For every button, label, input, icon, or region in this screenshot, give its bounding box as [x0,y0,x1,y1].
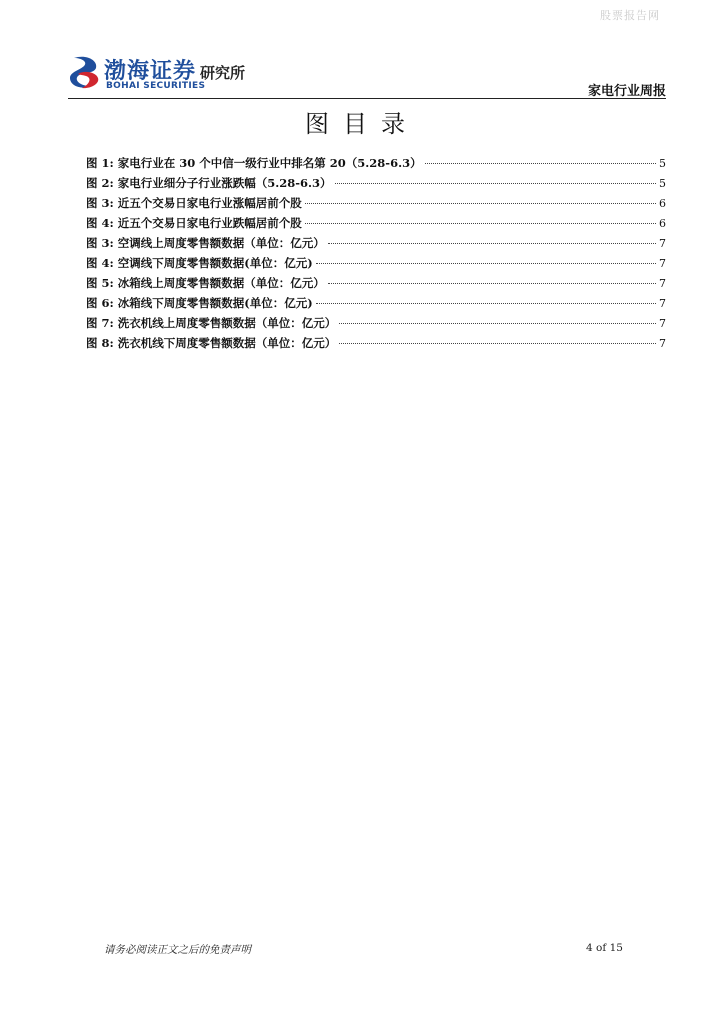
logo-chinese-name: 渤海证券 [104,58,197,84]
toc-entry-label: 图 6: [86,296,114,310]
toc-entry[interactable] [86,335,666,355]
toc-entry-page: 7 [659,337,666,350]
bohai-logo-icon [68,54,102,90]
toc-entry[interactable] [86,155,666,175]
toc-dot-leader [328,283,656,284]
toc-entry[interactable] [86,235,666,255]
toc-entry-label: 图 8: [86,336,114,350]
toc-entry-label: 图 4: [86,256,114,270]
toc-dot-leader [335,183,656,184]
toc-entry-label: 图 2: [86,176,114,190]
toc-entry-page: 7 [659,277,666,290]
toc-dot-leader [305,203,656,204]
toc-entry-title: 近五个交易日家电行业涨幅居前个股 [117,196,302,210]
toc-entry-title: 家电行业在 30 个中信一级行业中排名第 20（5.28-6.3） [117,156,422,170]
toc-entry-title: 冰箱线下周度零售额数据(单位：亿元) [117,296,313,310]
toc-dot-leader [316,303,656,304]
toc-dot-leader [328,243,656,244]
toc-entry[interactable] [86,215,666,235]
logo-english-name: BOHAI SECURITIES [106,81,206,91]
toc-dot-leader [339,343,656,344]
toc-entry-label: 图 4: [86,216,114,230]
toc-entry-title: 冰箱线上周度零售额数据（单位：亿元） [117,276,325,290]
institute-name: 研究所 [200,64,246,82]
toc-entry-page: 6 [659,197,666,210]
page-number: 4 of 15 [586,942,623,954]
toc-entry-page: 5 [659,157,666,170]
toc-entry-page: 7 [659,317,666,330]
toc-entry[interactable] [86,255,666,275]
toc-dot-leader [305,223,656,224]
toc-dot-leader [425,163,656,164]
toc-entry-label: 图 5: [86,276,114,290]
toc-entry-label: 图 3: [86,236,114,250]
toc-entry-title: 近五个交易日家电行业跌幅居前个股 [117,216,302,230]
toc-entry[interactable] [86,315,666,335]
toc-entry[interactable] [86,275,666,295]
watermark: 股票报告网 [600,9,660,22]
toc-entry-page: 6 [659,217,666,230]
toc-dot-leader [316,263,656,264]
toc-entry-page: 7 [659,237,666,250]
figure-list [86,155,666,355]
toc-entry-page: 7 [659,257,666,270]
toc-entry-label: 图 3: [86,196,114,210]
toc-entry-title: 家电行业细分子行业涨跌幅（5.28-6.3） [117,176,332,190]
toc-entry[interactable] [86,295,666,315]
toc-entry-title: 洗衣机线下周度零售额数据（单位：亿元） [117,336,337,350]
toc-entry-label: 图 7: [86,316,114,330]
toc-entry-page: 7 [659,297,666,310]
toc-entry-title: 洗衣机线上周度零售额数据（单位：亿元） [117,316,337,330]
header-divider [68,98,666,99]
toc-entry[interactable] [86,195,666,215]
toc-dot-leader [339,323,656,324]
toc-entry-page: 5 [659,177,666,190]
report-type: 家电行业周报 [587,84,666,99]
page-title: 图目录 [305,110,419,138]
company-logo [68,52,258,94]
toc-entry-label: 图 1: [86,156,114,170]
toc-entry[interactable] [86,175,666,195]
toc-entry-title: 空调线下周度零售额数据(单位：亿元) [117,256,313,270]
footer-disclaimer: 请务必阅读正文之后的免责声明 [104,944,251,956]
toc-entry-title: 空调线上周度零售额数据（单位：亿元） [117,236,325,250]
